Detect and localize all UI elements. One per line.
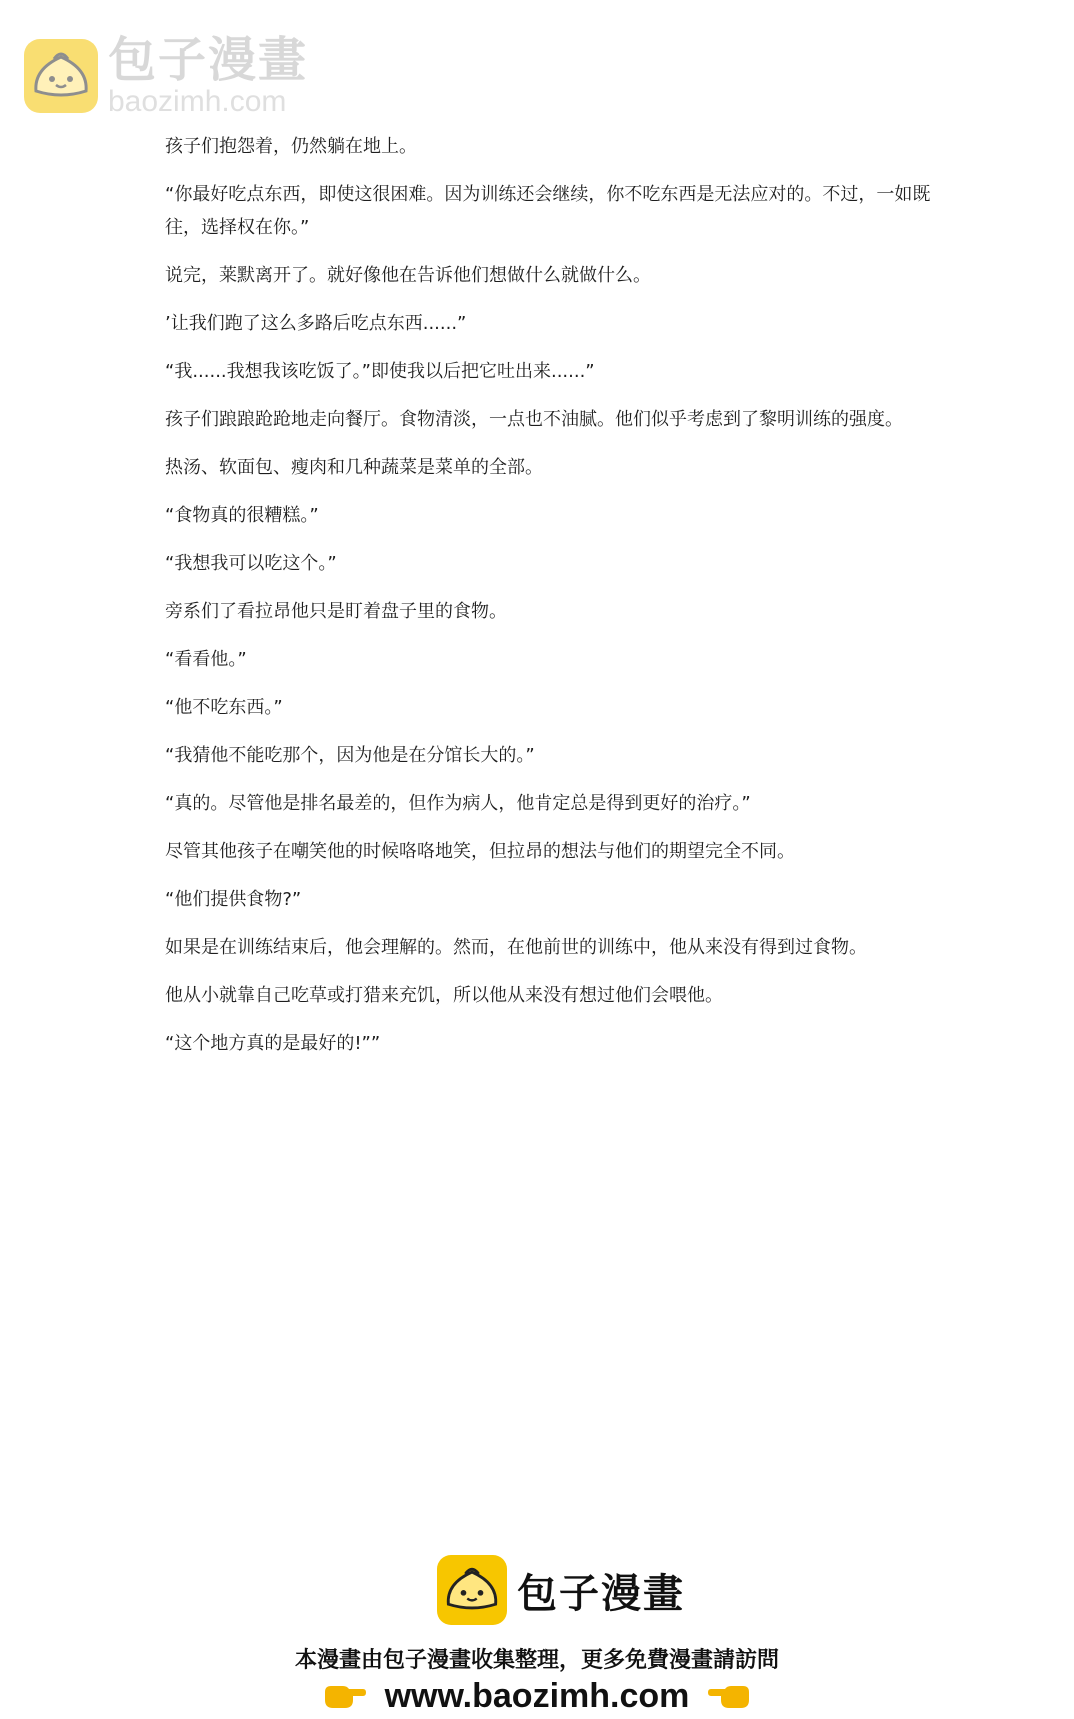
- pointing-left-hand-icon: [707, 1682, 751, 1712]
- paragraph: 他从小就靠自己吃草或打猎来充饥，所以他从来没有想过他们会喂他。: [165, 985, 723, 1006]
- paragraph: “我想我可以吃这个。”: [165, 553, 337, 574]
- footer-banner: [0, 1555, 1074, 1715]
- paragraph: “你最好吃点东西，即使这很困难。因为训练还会继续，你不吃东西是无法应对的。不过，一如既往，选择权在你。”: [165, 184, 931, 238]
- footer-url-link[interactable]: www.baozimh.com: [384, 1677, 690, 1715]
- bun-logo-icon: [24, 39, 98, 113]
- paragraph: “我猜他不能吃那个，因为他是在分馆长大的。”: [165, 745, 535, 766]
- footer-title: 包子漫畫: [517, 1570, 685, 1617]
- paragraph: “这个地方真的是最好的!””: [165, 1033, 381, 1054]
- watermark: [24, 34, 308, 118]
- paragraph: “食物真的很糟糕。”: [165, 505, 319, 526]
- paragraph: 尽管其他孩子在嘲笑他的时候咯咯地笑，但拉昂的想法与他们的期望完全不同。: [165, 841, 795, 862]
- footer-notice: 本漫畫由包子漫畫收集整理，更多免費漫畫請訪問: [294, 1648, 779, 1673]
- footer-brand: [437, 1555, 685, 1625]
- watermark-title: 包子漫畫: [108, 32, 309, 88]
- paragraph: “他们提供食物?”: [165, 889, 302, 910]
- chapter-text: [165, 130, 935, 1075]
- footer-url-row: [0, 1677, 1074, 1716]
- bun-logo-icon: [437, 1555, 507, 1625]
- paragraph: 孩子们踉踉跄跄地走向餐厅。食物清淡，一点也不油腻。他们似乎考虑到了黎明训练的强度。: [165, 409, 903, 430]
- paragraph: 如果是在训练结束后，他会理解的。然而，在他前世的训练中，他从来没有得到过食物。: [165, 937, 867, 958]
- paragraph: “我......我想我该吃饭了。”即使我以后把它吐出来......”: [165, 361, 595, 382]
- paragraph: “他不吃东西。”: [165, 697, 283, 718]
- paragraph: “看看他。”: [165, 649, 247, 670]
- watermark-url: baozimh.com: [108, 85, 287, 118]
- paragraph: “真的。尽管他是排名最差的，但作为病人，他肯定总是得到更好的治疗。”: [165, 793, 751, 814]
- paragraph: 热汤、软面包、瘦肉和几种蔬菜是菜单的全部。: [165, 457, 543, 478]
- paragraph: 孩子们抱怨着，仍然躺在地上。: [165, 136, 417, 157]
- paragraph: 说完，莱默离开了。就好像他在告诉他们想做什么就做什么。: [165, 265, 651, 286]
- pointing-right-hand-icon: [323, 1682, 367, 1712]
- paragraph: 旁系们了看拉昂他只是盯着盘子里的食物。: [165, 601, 507, 622]
- paragraph: ’让我们跑了这么多路后吃点东西......”: [165, 313, 467, 334]
